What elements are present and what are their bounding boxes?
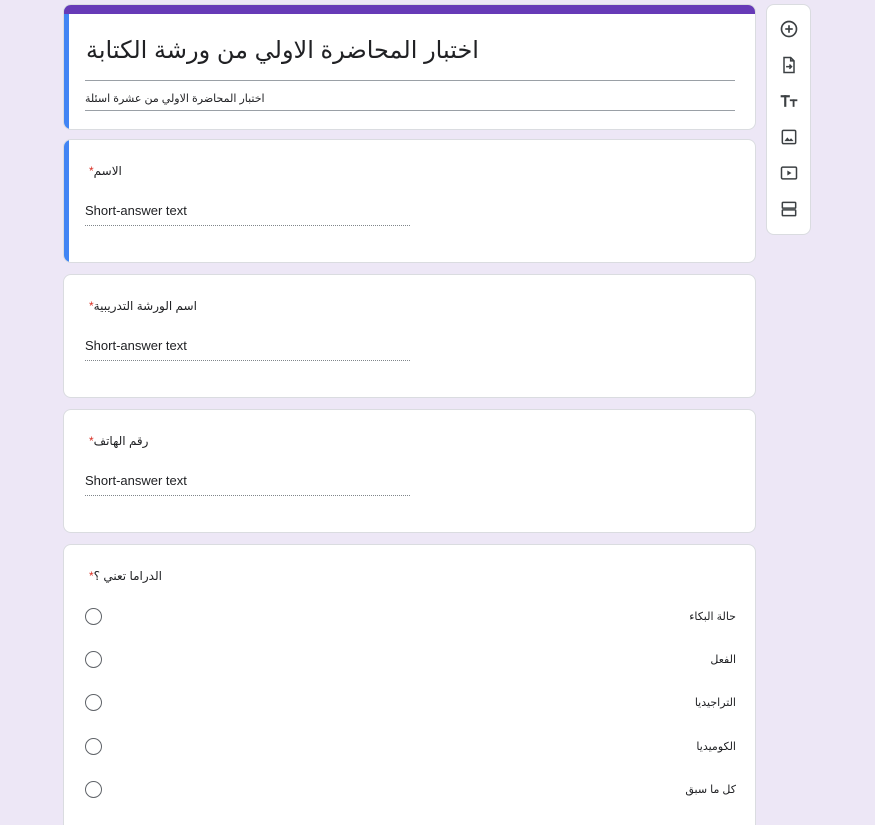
radio-button[interactable] — [85, 608, 102, 625]
form-description[interactable]: اختبار المحاضرة الاولي من عشرة اسئلة — [85, 89, 735, 111]
question-title-text: الدراما تعني ؟ — [93, 569, 162, 583]
option-label: الكوميديا — [696, 741, 736, 753]
add-video-icon[interactable] — [776, 160, 802, 186]
required-asterisk: * — [89, 569, 94, 583]
question-title-text: رقم الهاتف — [93, 434, 149, 448]
add-question-icon[interactable] — [776, 16, 802, 42]
question-card-workshop[interactable] — [63, 274, 756, 398]
add-title-icon[interactable] — [776, 88, 802, 114]
short-answer-field[interactable]: Short-answer text — [85, 470, 410, 496]
choice-option[interactable] — [85, 737, 736, 761]
required-asterisk: * — [89, 434, 94, 448]
choice-option[interactable] — [85, 607, 736, 631]
option-label: حالة البكاء — [689, 611, 736, 623]
choice-option[interactable] — [85, 693, 736, 717]
question-title — [85, 164, 122, 178]
floating-toolbar — [766, 4, 811, 235]
option-label: التراجيديا — [694, 697, 736, 709]
question-card-drama[interactable] — [63, 544, 756, 825]
form-title-card[interactable] — [63, 4, 756, 130]
choice-option[interactable] — [85, 780, 736, 804]
add-section-icon[interactable] — [776, 196, 802, 222]
required-asterisk: * — [89, 164, 94, 178]
question-card-name[interactable] — [63, 139, 756, 263]
add-image-icon[interactable] — [776, 124, 802, 150]
short-answer-field[interactable]: Short-answer text — [85, 200, 410, 226]
question-title-text: الاسم — [93, 164, 122, 178]
option-label: الفعل — [710, 654, 736, 666]
question-title — [85, 569, 162, 583]
import-questions-icon[interactable] — [776, 52, 802, 78]
question-title-text: اسم الورشة التدريبية — [93, 299, 197, 313]
theme-band — [64, 5, 755, 14]
question-title — [85, 299, 197, 313]
question-title — [85, 434, 148, 448]
question-card-phone[interactable] — [63, 409, 756, 533]
form-title[interactable]: اختبار المحاضرة الاولي من ورشة الكتابة — [85, 33, 735, 81]
radio-button[interactable] — [85, 694, 102, 711]
choice-option[interactable] — [85, 650, 736, 674]
radio-button[interactable] — [85, 651, 102, 668]
short-answer-field[interactable]: Short-answer text — [85, 335, 410, 361]
option-label: كل ما سبق — [685, 784, 736, 796]
radio-button[interactable] — [85, 781, 102, 798]
radio-button[interactable] — [85, 738, 102, 755]
required-asterisk: * — [89, 299, 94, 313]
